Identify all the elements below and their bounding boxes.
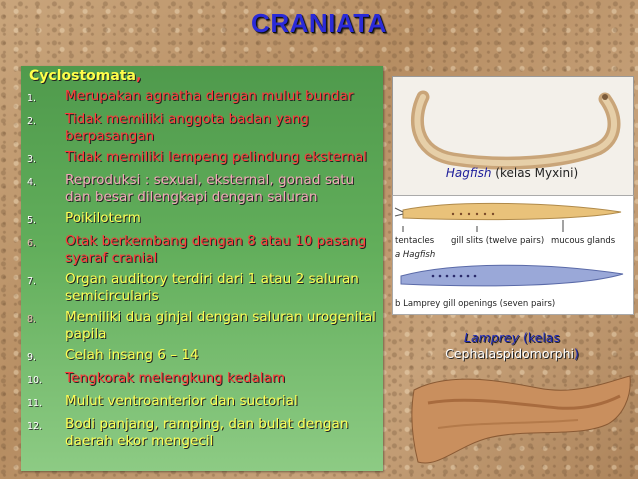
item-text: Reproduksi : sexual, eksternal, gonad satu dan besar dilengkapi dengan saluran — [65, 172, 355, 205]
list-item — [21, 233, 383, 267]
item-number: 8. — [27, 314, 37, 325]
list-item — [21, 88, 383, 107]
lamprey-name: Lamprey — [464, 330, 519, 345]
section-heading — [29, 68, 141, 84]
item-text: Tidak memiliki lempeng pelindung eksternal — [65, 149, 367, 165]
label-hagfish: a Hagfish — [395, 250, 436, 260]
list-item — [21, 393, 383, 412]
item-text: Memiliki dua ginjal dengan saluran urogenital papila — [65, 309, 376, 342]
label-tentacles: tentacles — [395, 236, 435, 246]
list-item — [21, 149, 383, 168]
item-number: 6. — [27, 238, 37, 249]
item-text: Poikiloterm — [65, 210, 141, 226]
list-item — [21, 111, 383, 145]
lamprey-photo — [408, 358, 634, 476]
hagfish-caption — [392, 166, 632, 180]
item-text: Bodi panjang, ramping, dan bulat dengan daerah ekor mengecil — [65, 416, 349, 449]
list-item — [21, 370, 383, 389]
item-number: 7. — [27, 276, 37, 287]
item-text: Organ auditory terdiri dari 1 atau 2 saluran semicircularis — [65, 271, 359, 304]
item-text: Mulut ventroanterior dan suctorial — [65, 393, 298, 409]
item-number: 12. — [27, 421, 43, 432]
list-item — [21, 271, 383, 305]
slide-title: CRANIATA — [251, 8, 387, 38]
item-text: Tengkorak melengkung kedalam — [65, 370, 286, 386]
list-item — [21, 416, 383, 450]
hagfish-class: (kelas Myxini) — [491, 166, 579, 180]
item-number: 1. — [27, 93, 37, 104]
lamprey-close: ) — [573, 346, 579, 361]
item-number: 11. — [27, 398, 43, 409]
item-text: Otak berkembang dengan 8 atau 10 pasang syaraf cranial — [65, 233, 367, 266]
hagfish-name: Hagfish — [445, 166, 492, 180]
list-item — [21, 347, 383, 366]
list-item — [21, 309, 383, 343]
heading-punct: , — [135, 68, 142, 84]
item-number: 2. — [27, 116, 37, 127]
item-text: Tidak memiliki anggota badan yang berpasangan — [65, 111, 309, 144]
text-panel — [21, 66, 383, 471]
item-number: 9. — [27, 352, 37, 363]
item-number: 3. — [27, 154, 37, 165]
item-text: Merupakan agnatha dengan mulut bundar — [65, 88, 354, 104]
lamprey-kelas: (kelas — [518, 330, 560, 345]
anatomy-diagram — [392, 195, 634, 315]
label-mucous-glands: mucous glands — [551, 236, 616, 246]
item-number: 5. — [27, 215, 37, 226]
list-item — [21, 172, 383, 206]
trait-list — [21, 88, 383, 454]
heading-text: Cyclostomata — [29, 68, 136, 84]
label-gill-openings: b Lamprey gill openings (seven pairs) — [395, 299, 556, 309]
item-number: 4. — [27, 177, 37, 188]
list-item — [21, 210, 383, 229]
item-text: Celah insang 6 – 14 — [65, 347, 199, 363]
lamprey-class: Cephalaspidomorphi — [445, 346, 574, 361]
label-gill-slits: gill slits (twelve pairs) — [451, 236, 545, 246]
item-number: 10. — [27, 375, 43, 386]
